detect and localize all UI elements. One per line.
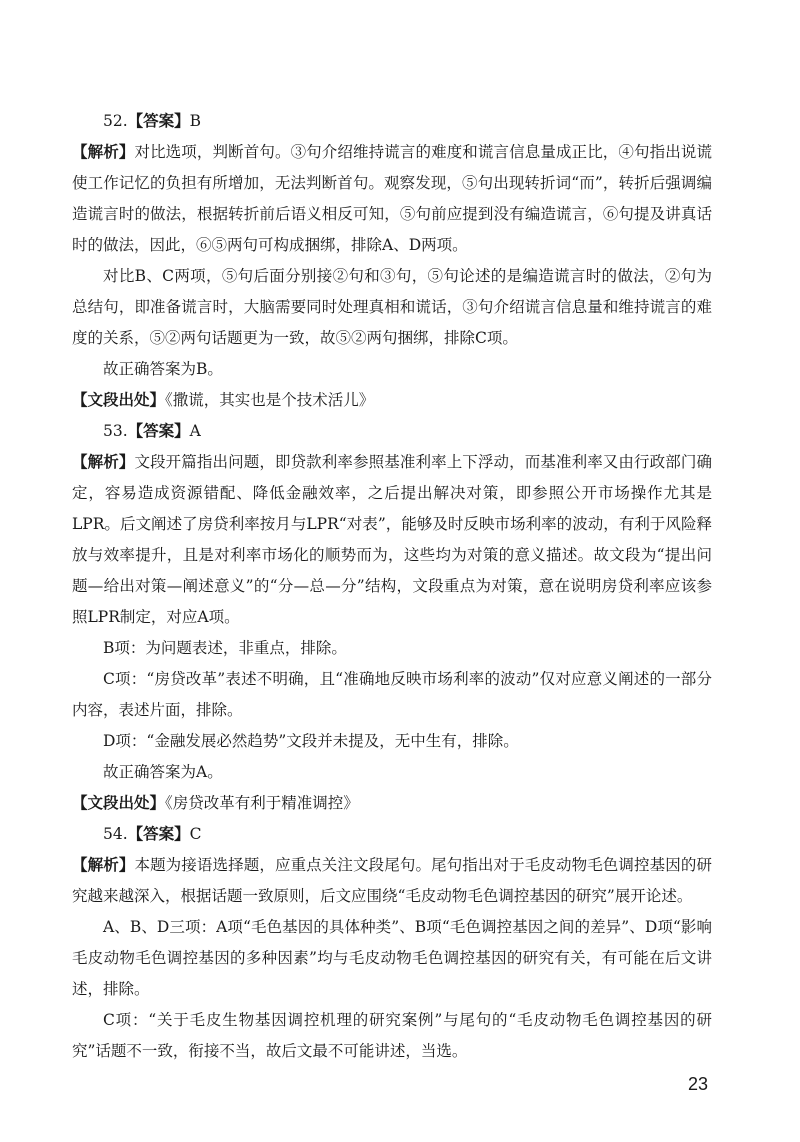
q53-answer-label: 【答案】 bbox=[127, 422, 190, 440]
q54-analysis bbox=[72, 850, 712, 912]
q52-conclusion: 故正确答案为B。 bbox=[103, 360, 223, 378]
q54-answer-line bbox=[72, 819, 712, 850]
q53-number: 53. bbox=[103, 422, 128, 440]
q53-analysis-label: 【解析】 bbox=[72, 453, 135, 471]
q53-answer: A bbox=[189, 422, 201, 440]
q52-analysis-text: 对比选项，判断首句。③句介绍维持谎言的难度和谎言信息量成正比，④句指出说谎使工作记忆的负担有所增加，无法判断首句。观察发现，⑤句出现转折词“而”，转折后强调编造谎言时的做法，根据转折前后语义相反可知，⑤句前应提到没有编造谎言，⑥句提及讲真话时的做法，因此，⑥⑤两句可构成捆绑，排除A、D两项。 bbox=[72, 143, 712, 254]
q52-answer-label: 【答案】 bbox=[127, 112, 190, 130]
q53-option-c: C项：“房贷改革”表述不明确，且“准确地反映市场利率的波动”仅对应意义阐述的一部分内容，表述片面，排除。 bbox=[72, 670, 712, 719]
q53-source bbox=[72, 788, 712, 819]
q52-source-label: 【文段出处】 bbox=[72, 391, 166, 409]
q53-analysis bbox=[72, 447, 712, 633]
q54-analysis-text: 本题为接语选择题，应重点关注文段尾句。尾句指出对于毛皮动物毛色调控基因的研究越来越深入，根据话题一致原则，后文应围绕“毛皮动物毛色调控基因的研究”展开论述。 bbox=[72, 856, 712, 905]
q53-source-title: 《房贷改革有利于精准调控》 bbox=[165, 794, 359, 812]
q52-paragraph-2: 对比B、C两项，⑤句后面分别接②句和③句，⑤句论述的是编造谎言时的做法，②句为总结句，即准备谎言时，大脑需要同时处理真相和谎话，③句介绍谎言信息量和维持谎言的难度的关系，⑤②两句话题更为一致，故⑤②两句捆绑，排除C项。 bbox=[72, 267, 712, 347]
q54-options-abd: A、B、D三项：A项“毛色基因的具体种类”、B项“毛色调控基因之间的差异”、D项“影响毛皮动物毛色调控基因的多种因素”均与毛皮动物毛色调控基因的研究有关，有可能在后文讲述，排除。 bbox=[72, 918, 712, 998]
q54-answer: C bbox=[189, 825, 202, 843]
q53-option-d: D项：“金融发展必然趋势”文段并未提及，无中生有，排除。 bbox=[103, 732, 519, 750]
q53-option-b: B项：为问题表述，非重点，排除。 bbox=[103, 639, 347, 657]
q52-answer: B bbox=[189, 112, 202, 130]
q52-source bbox=[72, 385, 712, 416]
q53-source-label: 【文段出处】 bbox=[72, 794, 166, 812]
q53-answer-line bbox=[72, 416, 712, 447]
q53-conclusion: 故正确答案为A。 bbox=[103, 763, 223, 781]
q54-answer-label: 【答案】 bbox=[127, 825, 190, 843]
q52-number: 52. bbox=[103, 112, 128, 130]
document-page bbox=[72, 106, 712, 1067]
page-number: 23 bbox=[687, 1074, 708, 1094]
q54-number: 54. bbox=[103, 825, 128, 843]
q54-analysis-label: 【解析】 bbox=[72, 856, 135, 874]
q52-analysis bbox=[72, 137, 712, 261]
q53-analysis-text: 文段开篇指出问题，即贷款利率参照基准利率上下浮动，而基准利率又由行政部门确定，容易造成资源错配、降低金融效率，之后提出解决对策，即参照公开市场操作尤其是LPR。后文阐述了房贷利率按月与LPR“对表”，能够及时反映市场利率的波动，有利于风险释放与效率提升，且是对利率市场化的顺势而为，这些均为对策的意义描述。故文段为“提出问题—给出对策—阐述意义”的“分—总—分”结构，文段重点为对策，意在说明房贷利率应该参照LPR制定，对应A项。 bbox=[72, 453, 712, 626]
q54-option-c: C项：“关于毛皮生物基因调控机理的研究案例”与尾句的“毛皮动物毛色调控基因的研究”话题不一致，衔接不当，故后文最不可能讲述，当选。 bbox=[72, 1011, 712, 1060]
q52-answer-line bbox=[72, 106, 712, 137]
q52-source-title: 《撒谎，其实也是个技术活儿》 bbox=[165, 391, 375, 409]
q52-analysis-label: 【解析】 bbox=[72, 143, 135, 161]
